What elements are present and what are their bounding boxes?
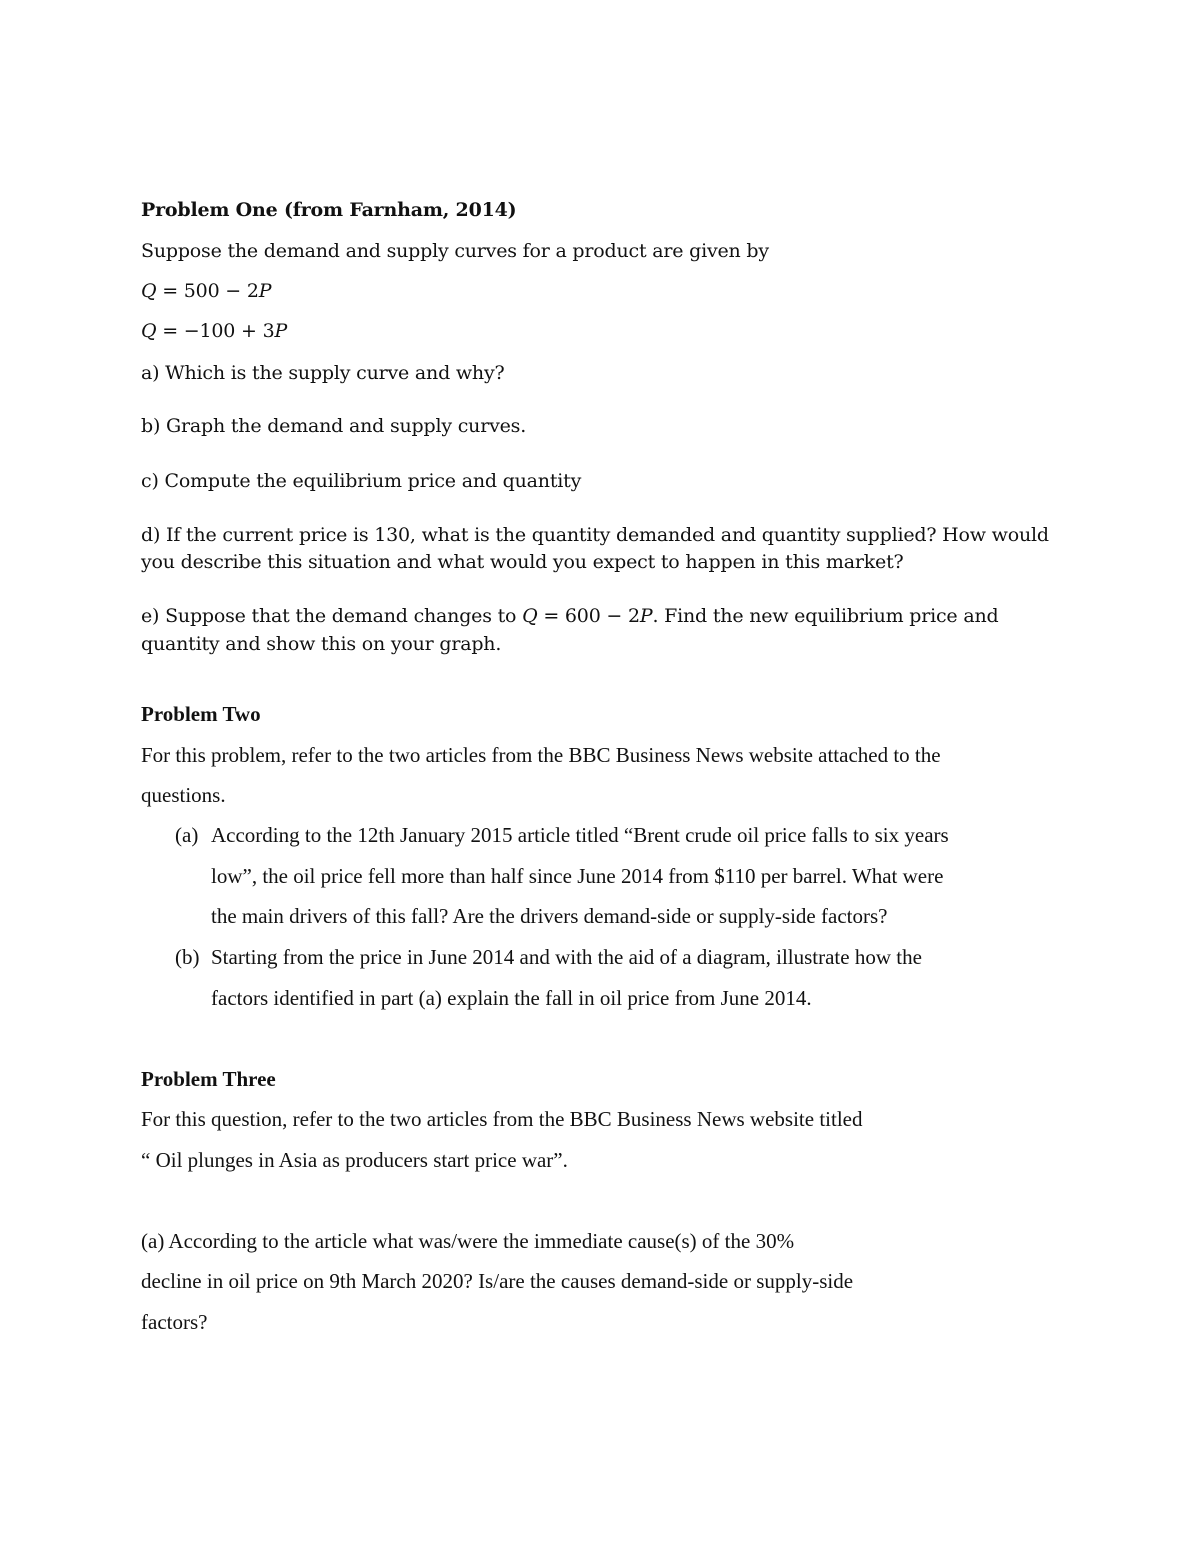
eq2-rhs: = −100 + 3 [156, 320, 275, 342]
question-1d-line2: you describe this situation and what would you expect to happen in this market? [141, 551, 904, 573]
question-2b-line1: Starting from the price in June 2014 and with the aid of a diagram, illustrate how the [211, 945, 922, 969]
question-1e-p: P [639, 605, 653, 627]
problem-two-intro-line2: questions. [141, 783, 226, 807]
question-2a-line1: According to the 12th January 2015 article titled “Brent crude oil price falls to six years [211, 823, 949, 847]
question-3a-line1: (a) According to the article what was/were the immediate cause(s) of the 30% [141, 1229, 795, 1253]
eq1-lhs: Q [141, 280, 157, 302]
question-1e-q: Q [522, 605, 538, 627]
eq2-var: P [274, 320, 288, 342]
eq2-lhs: Q [141, 320, 157, 342]
question-1a: a) Which is the supply curve and why? [141, 362, 505, 384]
question-1e-line2: quantity and show this on your graph. [141, 633, 502, 655]
problem-three-intro-line1: For this question, refer to the two articles from the BBC Business News website titled [141, 1107, 863, 1131]
question-1e-post: . Find the new equilibrium price and [652, 605, 999, 627]
question-2b-line2: factors identified in part (a) explain the fall in oil price from June 2014. [211, 986, 812, 1010]
eq1-var: P [258, 280, 272, 302]
eq1-rhs: = 500 − 2 [156, 280, 259, 302]
supply-equation [141, 318, 287, 344]
question-1e-pre: e) Suppose that the demand changes to [141, 605, 523, 627]
problem-three-heading: Problem Three [141, 1067, 276, 1091]
problem-one-heading: Problem One (from Farnham, 2014) [141, 199, 517, 221]
question-1c: c) Compute the equilibrium price and quantity [141, 470, 582, 492]
demand-equation [141, 278, 271, 304]
question-1b: b) Graph the demand and supply curves. [141, 415, 527, 437]
question-3a-line3: factors? [141, 1310, 208, 1334]
question-2a-label: (a) [175, 823, 199, 847]
problem-two-heading: Problem Two [141, 702, 261, 726]
question-3a-line2: decline in oil price on 9th March 2020? Is/are the causes demand-side or supply-side [141, 1269, 854, 1293]
problem-two-intro-line1: For this problem, refer to the two articles from the BBC Business News website attached to the [141, 743, 941, 767]
problem-one-intro: Suppose the demand and supply curves for a product are given by [141, 240, 769, 262]
question-2a-line3: the main drivers of this fall? Are the drivers demand-side or supply-side factors? [211, 904, 888, 928]
question-1e-line1 [141, 603, 998, 629]
question-1e-mid: = 600 − 2 [537, 605, 640, 627]
question-1d-line1: d) If the current price is 130, what is the quantity demanded and quantity supplied? How would [141, 524, 1049, 546]
question-2a-line2: low”, the oil price fell more than half since June 2014 from $110 per barrel. What were [211, 864, 944, 888]
question-2b-label: (b) [175, 945, 200, 969]
problem-three-intro-line2: “ Oil plunges in Asia as producers start price war”. [141, 1148, 568, 1172]
